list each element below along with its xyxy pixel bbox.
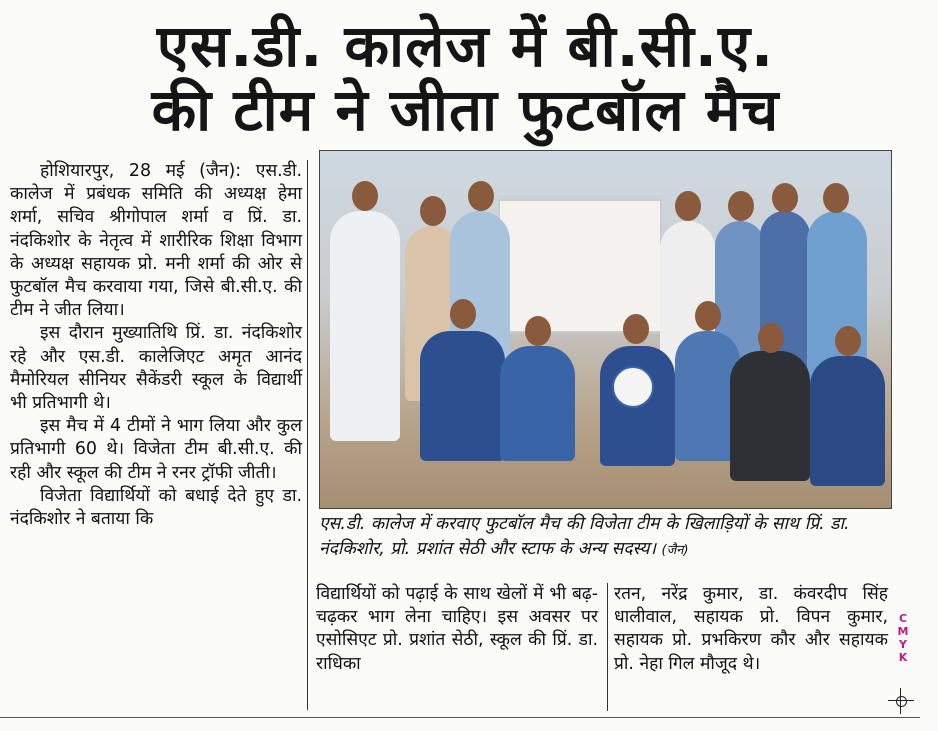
registration-text: CMYK xyxy=(897,612,909,664)
registration-marks xyxy=(896,612,910,664)
article-column-3 xyxy=(614,583,888,676)
team-photo xyxy=(319,150,892,509)
article-column-2 xyxy=(316,583,598,676)
column-divider xyxy=(307,160,308,710)
column-3-text: रतन, नरेंद्र कुमार, डा. कंवरदीप सिंह धालीवाल, सहायक प्रो. विपन कुमार, सहायक प्रो. प्रभकिरण कौर और सहायक प्रो. नेहा गिल मौजूद थे। xyxy=(614,584,888,674)
headline-line-2: की टीम ने जीता फुटबॉल मैच xyxy=(151,76,780,144)
paragraph-4: विजेता विद्यार्थियों को बधाई देते हुए डा. नंदकिशोर ने बताया कि xyxy=(10,485,302,530)
headline xyxy=(8,14,923,142)
column-2-text: विद्यार्थियों को पढ़ाई के साथ खेलों में भी बढ़-चढ़कर भाग लेना चाहिए। इस अवसर पर एसोसिएट प्रो. प्रशांत सेठी, स्कूल की प्रिं. डा. राधिका xyxy=(316,584,598,674)
caption-credit: (जैन) xyxy=(661,543,689,558)
article-column-1 xyxy=(10,160,302,531)
photo-caption xyxy=(319,512,894,563)
caption-text: एस.डी. कालेज में करवाए फुटबॉल मैच की विजेता टीम के खिलाड़ियों के साथ प्रिं. डा. नंदकिशोर, प्रो. प्रशांत सेठी और स्टाफ के अन्य सदस्य। xyxy=(319,514,850,559)
crop-mark-icon xyxy=(888,688,914,714)
paragraph-2: इस दौरान मुख्यातिथि प्रिं. डा. नंदकिशोर रहे और एस.डी. कालेजिएट अमृत आनंद मैमोरियल सीनियर सैकेंडरी स्कूल के विद्यार्थी भी प्रतिभागी थे। xyxy=(10,323,302,414)
bottom-rule xyxy=(0,717,920,718)
column-divider-2 xyxy=(607,583,608,711)
paragraph-1: होशियारपुर, 28 मई (जैन): एस.डी. कालेज में प्रबंधक समिति की अध्यक्ष हेमा शर्मा, सचिव श्रीगोपाल शर्मा व प्रिं. डा. नंदकिशोर के नेतृत्व में शारीरिक शिक्षा विभाग के अध्यक्ष सहायक प्रो. मनी शर्मा की ओर से फुटबॉल मैच करवाया गया, जिसे बी.सी.ए. की टीम ने जीत लिया। xyxy=(10,161,302,321)
paragraph-3: इस मैच में 4 टीमों ने भाग लिया और कुल प्रतिभागी 60 थे। विजेता टीम बी.सी.ए. की रही और स्कूल की टीम ने रनर ट्रॉफी जीती। xyxy=(10,416,302,483)
headline-line-1: एस.डी. कालेज में बी.सी.ए. xyxy=(156,12,775,80)
banner xyxy=(498,199,662,333)
